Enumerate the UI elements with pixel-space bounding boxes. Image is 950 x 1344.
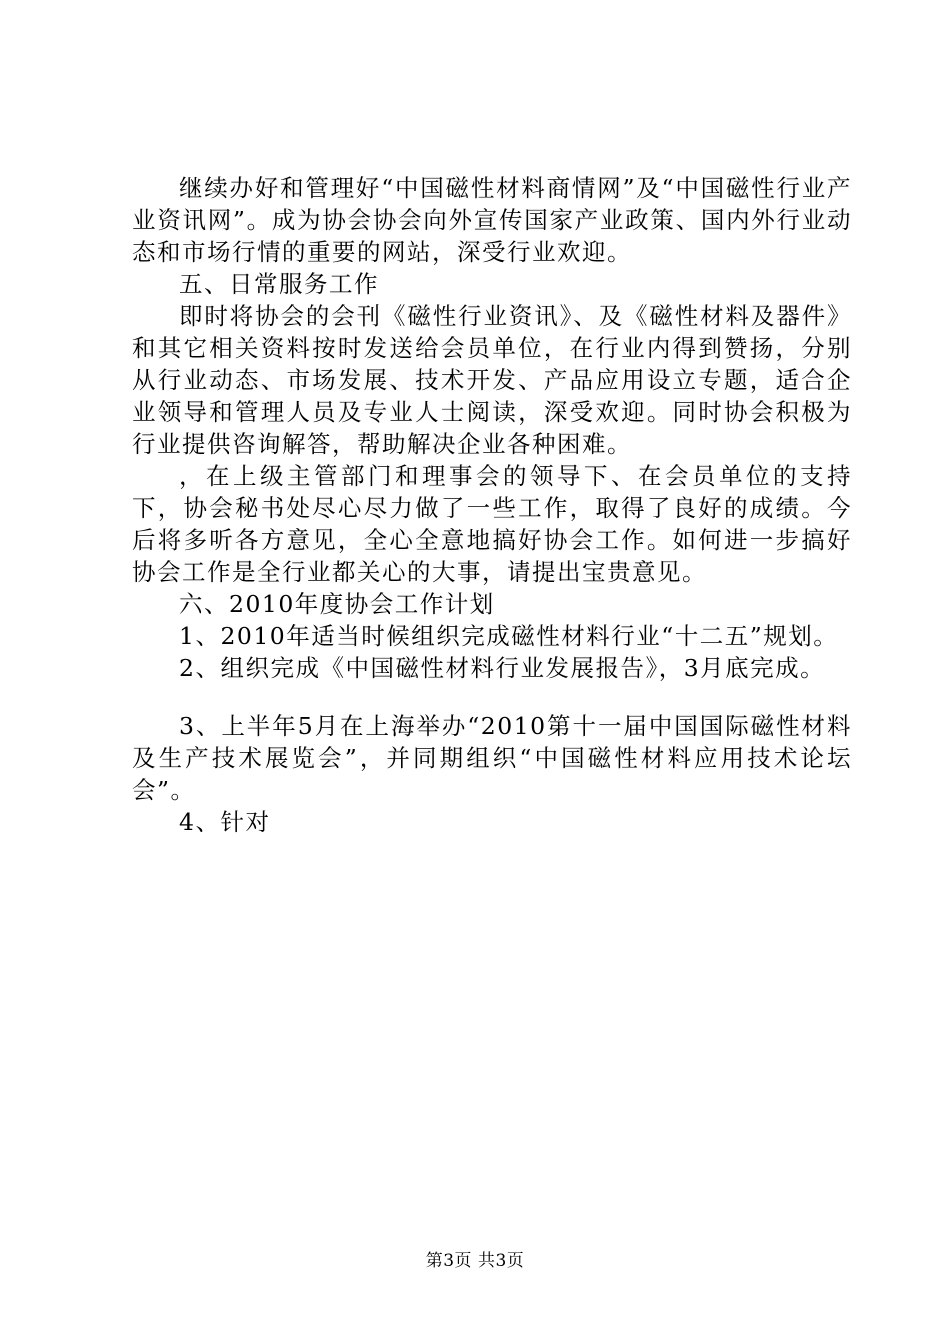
document-body xyxy=(132,172,852,838)
paragraph-gap xyxy=(132,684,852,710)
plan-item-4: 4、针对 xyxy=(179,808,271,836)
plan-item-2: 2、组织完成《中国磁性材料行业发展报告》，3月底完成。 xyxy=(179,654,826,682)
section-heading-daily-service: 五、日常服务工作 xyxy=(179,270,379,298)
plan-item-3: 3、上半年5月在上海举办“2010第十一届中国国际磁性材料及生产技术展览会”，并同期组织“中国磁性材料应用技术论坛会”。 xyxy=(132,712,852,804)
paragraph-website-operation: 继续办好和管理好“中国磁性材料商情网”及“中国磁性行业产业资讯网”。成为协会协会向外宣传国家产业政策、国内外行业动态和市场行情的重要的网站，深受行业欢迎。 xyxy=(132,174,852,266)
page-number-footer: 第3页 共3页 xyxy=(425,1251,525,1271)
plan-item-1: 1、2010年适当时候组织完成磁性材料行业“十二五”规划。 xyxy=(179,622,839,650)
section-heading-2010-plan: 六、2010年度协会工作计划 xyxy=(179,590,495,618)
paragraph-summary: ，在上级主管部门和理事会的领导下、在会员单位的支持下，协会秘书处尽心尽力做了一些工作，取得了良好的成绩。今后将多听各方意见，全心全意地搞好协会工作。如何进一步搞好协会工作是全行业都关心的大事，请提出宝贵意见。 xyxy=(132,462,852,586)
paragraph-journal-distribution: 即时将协会的会刊《磁性行业资讯》、及《磁性材料及器件》和其它相关资料按时发送给会员单位，在行业内得到赞扬，分别从行业动态、市场发展、技术开发、产品应用设立专题，适合企业领导和管理人员及专业人士阅读，深受欢迎。同时协会积极为行业提供咨询解答，帮助解决企业各种困难。 xyxy=(132,302,852,458)
